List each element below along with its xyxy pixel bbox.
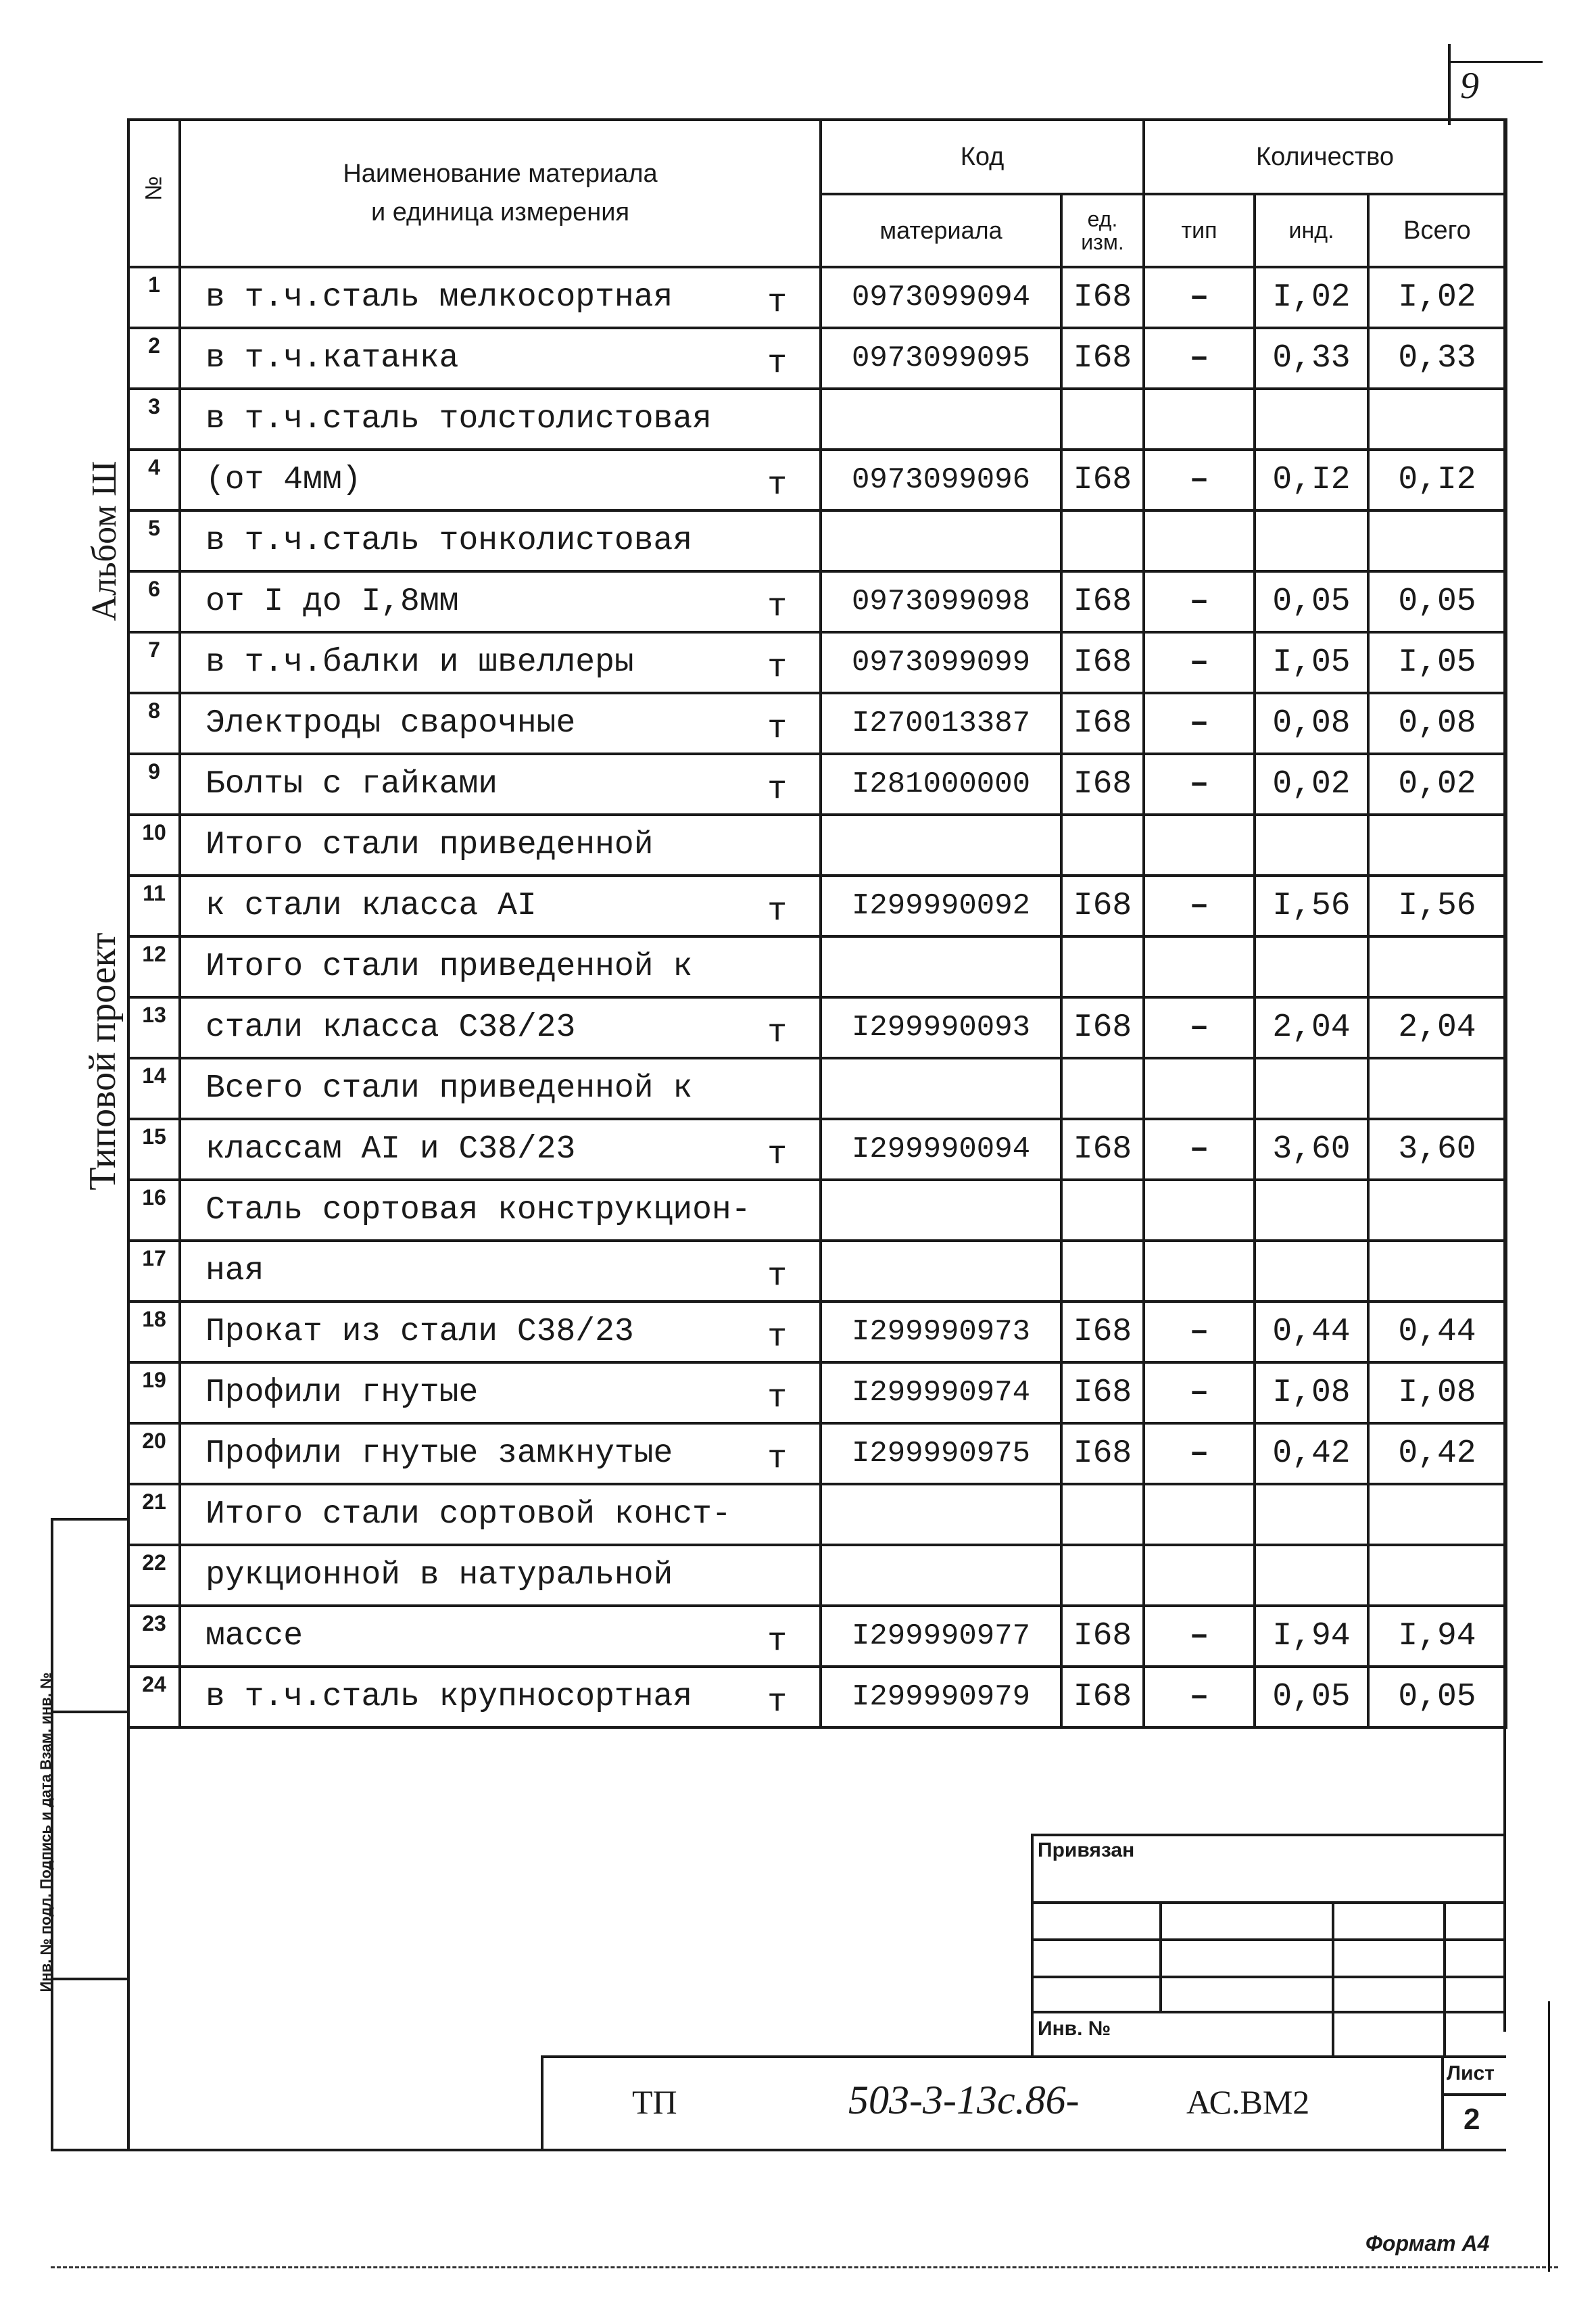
quantity-total: 0,05 bbox=[1368, 571, 1506, 632]
quantity-ind: 2,04 bbox=[1255, 997, 1368, 1058]
material-code bbox=[821, 389, 1061, 450]
material-name bbox=[180, 936, 821, 997]
stamp-row2 bbox=[1031, 1938, 1504, 1941]
table-row bbox=[128, 1423, 1506, 1484]
table-row bbox=[128, 997, 1506, 1058]
unit-code: I68 bbox=[1061, 571, 1144, 632]
row-number: 5 bbox=[128, 510, 180, 571]
table-row bbox=[128, 1180, 1506, 1241]
header-material: материала bbox=[821, 194, 1061, 267]
row-number: 1 bbox=[128, 267, 180, 328]
material-name bbox=[180, 1484, 821, 1545]
stamp-top bbox=[1031, 1834, 1504, 1836]
table-row bbox=[128, 1545, 1506, 1606]
row-number: 23 bbox=[128, 1606, 180, 1667]
table-row bbox=[128, 1241, 1506, 1302]
header-num: № bbox=[128, 120, 180, 267]
stamp-row1 bbox=[1031, 1901, 1504, 1904]
quantity-total bbox=[1368, 510, 1506, 571]
quantity-ind bbox=[1255, 815, 1368, 876]
table-row bbox=[128, 936, 1506, 997]
material-code bbox=[821, 1241, 1061, 1302]
material-name-text: в т.ч.сталь тонколистовая bbox=[205, 523, 693, 559]
quantity-total: I,56 bbox=[1368, 876, 1506, 936]
row-number: 15 bbox=[128, 1119, 180, 1180]
inv-no-label: Инв. № bbox=[1038, 2018, 1111, 2040]
material-code: 0973099095 bbox=[821, 328, 1061, 389]
material-name bbox=[180, 815, 821, 876]
trim-line-right bbox=[1548, 2001, 1550, 2272]
title-block-sheet-divider bbox=[1441, 2055, 1444, 2150]
material-name bbox=[180, 997, 821, 1058]
quantity-type: – bbox=[1144, 632, 1255, 693]
trim-line bbox=[51, 2266, 1558, 2268]
row-number: 7 bbox=[128, 632, 180, 693]
material-name-text: массе bbox=[205, 1618, 304, 1654]
material-name bbox=[180, 328, 821, 389]
material-name bbox=[180, 1667, 821, 1727]
material-code bbox=[821, 510, 1061, 571]
table-body bbox=[128, 267, 1506, 1727]
table-row bbox=[128, 1362, 1506, 1423]
row-number: 3 bbox=[128, 389, 180, 450]
frame-bottom bbox=[127, 2149, 1506, 2151]
quantity-type: – bbox=[1144, 1667, 1255, 1727]
page-number-box-top bbox=[1448, 61, 1543, 63]
material-name-text: стали класса С38/23 bbox=[205, 1009, 576, 1046]
table-row bbox=[128, 1606, 1506, 1667]
row-number: 17 bbox=[128, 1241, 180, 1302]
material-name-text: Болты с гайками bbox=[205, 766, 498, 803]
unit-code: I68 bbox=[1061, 1302, 1144, 1362]
table-row bbox=[128, 876, 1506, 936]
material-name bbox=[180, 1180, 821, 1241]
quantity-type bbox=[1144, 510, 1255, 571]
material-unit: т bbox=[767, 467, 787, 504]
table-row bbox=[128, 693, 1506, 754]
material-code bbox=[821, 1545, 1061, 1606]
material-code: 0973099094 bbox=[821, 267, 1061, 328]
material-name bbox=[180, 450, 821, 510]
material-name-text: в т.ч.сталь мелкосортная bbox=[205, 279, 673, 316]
unit-code bbox=[1061, 1241, 1144, 1302]
quantity-total: 3,60 bbox=[1368, 1119, 1506, 1180]
header-code: Код bbox=[821, 120, 1144, 194]
material-name bbox=[180, 1058, 821, 1119]
material-name bbox=[180, 1545, 821, 1606]
material-name-text: в т.ч.сталь толстолистовая bbox=[205, 401, 712, 437]
quantity-total: 0,I2 bbox=[1368, 450, 1506, 510]
quantity-total: I,94 bbox=[1368, 1606, 1506, 1667]
material-name bbox=[180, 267, 821, 328]
row-number: 11 bbox=[128, 876, 180, 936]
material-code: 0973099098 bbox=[821, 571, 1061, 632]
quantity-ind bbox=[1255, 510, 1368, 571]
material-unit: т bbox=[767, 345, 787, 382]
material-unit: т bbox=[767, 771, 787, 808]
sheet-value: 2 bbox=[1464, 2103, 1480, 2136]
header-unit bbox=[1061, 194, 1144, 267]
quantity-type: – bbox=[1144, 1302, 1255, 1362]
quantity-ind: 0,05 bbox=[1255, 1667, 1368, 1727]
unit-code bbox=[1061, 1058, 1144, 1119]
row-number: 12 bbox=[128, 936, 180, 997]
header-quantity: Количество bbox=[1144, 120, 1506, 194]
quantity-type: – bbox=[1144, 571, 1255, 632]
quantity-ind bbox=[1255, 1484, 1368, 1545]
material-unit: т bbox=[767, 1258, 787, 1295]
quantity-total: I,02 bbox=[1368, 267, 1506, 328]
table-row bbox=[128, 754, 1506, 815]
quantity-ind bbox=[1255, 1545, 1368, 1606]
quantity-type bbox=[1144, 1484, 1255, 1545]
material-name-text: Профили гнутые замкнутые bbox=[205, 1435, 673, 1472]
left-strip-bottom bbox=[51, 2149, 128, 2151]
quantity-type: – bbox=[1144, 693, 1255, 754]
material-code: 0973099096 bbox=[821, 450, 1061, 510]
quantity-type: – bbox=[1144, 876, 1255, 936]
material-name bbox=[180, 389, 821, 450]
row-number: 8 bbox=[128, 693, 180, 754]
doc-prefix: ТП bbox=[632, 2083, 677, 2121]
unit-code bbox=[1061, 936, 1144, 997]
material-name bbox=[180, 1606, 821, 1667]
quantity-ind: 3,60 bbox=[1255, 1119, 1368, 1180]
unit-code: I68 bbox=[1061, 1606, 1144, 1667]
unit-code bbox=[1061, 389, 1144, 450]
stamp-col1 bbox=[1159, 1901, 1162, 2011]
unit-code: I68 bbox=[1061, 632, 1144, 693]
table-row bbox=[128, 632, 1506, 693]
quantity-total bbox=[1368, 1241, 1506, 1302]
material-unit: т bbox=[767, 1380, 787, 1416]
quantity-type: – bbox=[1144, 1362, 1255, 1423]
row-number: 22 bbox=[128, 1545, 180, 1606]
material-name bbox=[180, 632, 821, 693]
unit-code: I68 bbox=[1061, 693, 1144, 754]
table-row bbox=[128, 1058, 1506, 1119]
binding-stamp bbox=[1031, 1834, 1504, 2057]
title-block-top bbox=[541, 2055, 1506, 2058]
material-name-text: Итого стали сортовой конст- bbox=[205, 1496, 731, 1533]
stamp-row3 bbox=[1031, 1976, 1504, 1978]
material-name bbox=[180, 1119, 821, 1180]
quantity-ind: I,56 bbox=[1255, 876, 1368, 936]
doc-code: 503-3-13с.86- bbox=[848, 2078, 1080, 2122]
material-name-text: от I до I,8мм bbox=[205, 583, 459, 620]
quantity-type: – bbox=[1144, 1423, 1255, 1484]
quantity-type: – bbox=[1144, 450, 1255, 510]
material-name bbox=[180, 1423, 821, 1484]
header-unit-line2: изм. bbox=[1081, 230, 1124, 254]
table-row bbox=[128, 1302, 1506, 1362]
quantity-ind: 0,02 bbox=[1255, 754, 1368, 815]
left-strip-label: Инв. № подл. Подпись и дата Взам. инв. № bbox=[37, 1672, 54, 1992]
quantity-ind bbox=[1255, 1058, 1368, 1119]
table-row bbox=[128, 267, 1506, 328]
header-type: тип bbox=[1144, 194, 1255, 267]
quantity-type: – bbox=[1144, 754, 1255, 815]
material-name-text: классам AI и С38/23 bbox=[205, 1131, 576, 1168]
material-name bbox=[180, 571, 821, 632]
material-name-text: Сталь сортовая конструкцион- bbox=[205, 1192, 751, 1228]
quantity-total: 0,44 bbox=[1368, 1302, 1506, 1362]
quantity-type: – bbox=[1144, 267, 1255, 328]
unit-code: I68 bbox=[1061, 754, 1144, 815]
quantity-ind: 0,08 bbox=[1255, 693, 1368, 754]
material-unit: т bbox=[767, 285, 787, 321]
specification-table bbox=[127, 118, 1507, 1729]
quantity-type: – bbox=[1144, 328, 1255, 389]
quantity-total bbox=[1368, 1484, 1506, 1545]
unit-code: I68 bbox=[1061, 1423, 1144, 1484]
table-row bbox=[128, 389, 1506, 450]
material-unit: т bbox=[767, 1623, 787, 1660]
quantity-total: I,08 bbox=[1368, 1362, 1506, 1423]
table-row bbox=[128, 510, 1506, 571]
material-name bbox=[180, 1362, 821, 1423]
material-code bbox=[821, 936, 1061, 997]
material-unit: т bbox=[767, 1684, 787, 1721]
quantity-type bbox=[1144, 1180, 1255, 1241]
material-name bbox=[180, 510, 821, 571]
quantity-ind: I,05 bbox=[1255, 632, 1368, 693]
unit-code bbox=[1061, 815, 1144, 876]
material-code: I299990974 bbox=[821, 1362, 1061, 1423]
material-unit: т bbox=[767, 1319, 787, 1356]
stamp-col3 bbox=[1443, 1901, 1446, 2057]
quantity-type bbox=[1144, 389, 1255, 450]
stamp-col2 bbox=[1332, 1901, 1334, 2057]
material-name bbox=[180, 754, 821, 815]
table-row bbox=[128, 1119, 1506, 1180]
table-row bbox=[128, 1667, 1506, 1727]
material-code bbox=[821, 815, 1061, 876]
header-name bbox=[180, 120, 821, 267]
quantity-ind: 0,05 bbox=[1255, 571, 1368, 632]
quantity-ind: 0,33 bbox=[1255, 328, 1368, 389]
unit-code: I68 bbox=[1061, 267, 1144, 328]
quantity-total: 0,33 bbox=[1368, 328, 1506, 389]
material-code: I281000000 bbox=[821, 754, 1061, 815]
quantity-type bbox=[1144, 1058, 1255, 1119]
quantity-total: 0,42 bbox=[1368, 1423, 1506, 1484]
project-label: Типовой проект bbox=[82, 932, 124, 1191]
quantity-ind: I,02 bbox=[1255, 267, 1368, 328]
table-row bbox=[128, 328, 1506, 389]
material-name-text: Итого стали приведенной к bbox=[205, 949, 693, 985]
title-block-left bbox=[541, 2055, 543, 2150]
unit-code: I68 bbox=[1061, 450, 1144, 510]
material-code: I299990979 bbox=[821, 1667, 1061, 1727]
material-name-text: (от 4мм) bbox=[205, 462, 362, 498]
row-number: 16 bbox=[128, 1180, 180, 1241]
material-name-text: ная bbox=[205, 1253, 264, 1289]
row-number: 14 bbox=[128, 1058, 180, 1119]
row-number: 10 bbox=[128, 815, 180, 876]
quantity-total: I,05 bbox=[1368, 632, 1506, 693]
stamp-left bbox=[1031, 1834, 1034, 2057]
quantity-ind: I,08 bbox=[1255, 1362, 1368, 1423]
material-name bbox=[180, 1302, 821, 1362]
quantity-ind bbox=[1255, 936, 1368, 997]
quantity-ind: 0,I2 bbox=[1255, 450, 1368, 510]
header-name-line1: Наименование материала bbox=[343, 160, 658, 188]
sheet-label: Лист bbox=[1447, 2062, 1495, 2084]
quantity-total bbox=[1368, 1545, 1506, 1606]
quantity-ind: 0,44 bbox=[1255, 1302, 1368, 1362]
quantity-total bbox=[1368, 1058, 1506, 1119]
material-code: I299990094 bbox=[821, 1119, 1061, 1180]
table-row bbox=[128, 450, 1506, 510]
unit-code: I68 bbox=[1061, 328, 1144, 389]
material-name-text: рукционной в натуральной bbox=[205, 1557, 673, 1594]
quantity-type: – bbox=[1144, 1119, 1255, 1180]
material-unit: т bbox=[767, 1015, 787, 1051]
material-unit: т bbox=[767, 650, 787, 686]
unit-code bbox=[1061, 510, 1144, 571]
material-unit: т bbox=[767, 1441, 787, 1477]
material-code: I299990092 bbox=[821, 876, 1061, 936]
quantity-type: – bbox=[1144, 1606, 1255, 1667]
quantity-total: 0,05 bbox=[1368, 1667, 1506, 1727]
quantity-ind: I,94 bbox=[1255, 1606, 1368, 1667]
unit-code: I68 bbox=[1061, 1119, 1144, 1180]
material-code: I299990093 bbox=[821, 997, 1061, 1058]
material-name-text: Прокат из стали С38/23 bbox=[205, 1314, 634, 1350]
unit-code bbox=[1061, 1545, 1144, 1606]
material-code bbox=[821, 1058, 1061, 1119]
quantity-ind: 0,42 bbox=[1255, 1423, 1368, 1484]
unit-code bbox=[1061, 1180, 1144, 1241]
material-unit: т bbox=[767, 893, 787, 930]
quantity-total bbox=[1368, 389, 1506, 450]
row-number: 18 bbox=[128, 1302, 180, 1362]
row-number: 13 bbox=[128, 997, 180, 1058]
quantity-ind bbox=[1255, 1180, 1368, 1241]
material-code: I270013387 bbox=[821, 693, 1061, 754]
material-code: I299990975 bbox=[821, 1423, 1061, 1484]
row-number: 20 bbox=[128, 1423, 180, 1484]
table-row bbox=[128, 815, 1506, 876]
material-unit: т bbox=[767, 1137, 787, 1173]
header-unit-line1: ед. bbox=[1087, 207, 1118, 231]
unit-code: I68 bbox=[1061, 1362, 1144, 1423]
header-total: Всего bbox=[1368, 194, 1506, 267]
page-number: 9 bbox=[1460, 65, 1479, 107]
page-number-box-left bbox=[1448, 44, 1451, 125]
unit-code bbox=[1061, 1484, 1144, 1545]
row-number: 24 bbox=[128, 1667, 180, 1727]
material-code bbox=[821, 1180, 1061, 1241]
row-number: 21 bbox=[128, 1484, 180, 1545]
title-block-sheet-row bbox=[1441, 2093, 1506, 2096]
row-number: 4 bbox=[128, 450, 180, 510]
material-name-text: Итого стали приведенной bbox=[205, 827, 654, 863]
unit-code: I68 bbox=[1061, 1667, 1144, 1727]
material-code: I299990977 bbox=[821, 1606, 1061, 1667]
quantity-ind bbox=[1255, 1241, 1368, 1302]
material-unit: т bbox=[767, 711, 787, 747]
table-row bbox=[128, 1484, 1506, 1545]
header-ind: инд. bbox=[1255, 194, 1368, 267]
quantity-total bbox=[1368, 815, 1506, 876]
quantity-total: 0,02 bbox=[1368, 754, 1506, 815]
material-name-text: к стали класса AI bbox=[205, 888, 537, 924]
table-row bbox=[128, 571, 1506, 632]
privyazan-label: Привязан bbox=[1038, 1839, 1135, 1861]
left-strip-top bbox=[51, 1518, 128, 1521]
material-name-text: Профили гнутые bbox=[205, 1375, 479, 1411]
row-number: 2 bbox=[128, 328, 180, 389]
material-name bbox=[180, 693, 821, 754]
material-code: 0973099099 bbox=[821, 632, 1061, 693]
quantity-type bbox=[1144, 936, 1255, 997]
quantity-ind bbox=[1255, 389, 1368, 450]
material-name-text: в т.ч.сталь крупносортная bbox=[205, 1679, 693, 1715]
material-name-text: Всего стали приведенной к bbox=[205, 1070, 693, 1107]
unit-code: I68 bbox=[1061, 876, 1144, 936]
row-number: 9 bbox=[128, 754, 180, 815]
quantity-type: – bbox=[1144, 997, 1255, 1058]
album-label: Альбом Ш bbox=[85, 460, 124, 621]
quantity-type bbox=[1144, 1241, 1255, 1302]
row-number: 6 bbox=[128, 571, 180, 632]
material-name-text: в т.ч.балки и швеллеры bbox=[205, 644, 634, 681]
quantity-total bbox=[1368, 1180, 1506, 1241]
material-name-text: Электроды сварочные bbox=[205, 705, 576, 742]
row-number: 19 bbox=[128, 1362, 180, 1423]
quantity-total bbox=[1368, 936, 1506, 997]
material-code: I299990973 bbox=[821, 1302, 1061, 1362]
material-name bbox=[180, 1241, 821, 1302]
material-name bbox=[180, 876, 821, 936]
material-code bbox=[821, 1484, 1061, 1545]
format-label: Формат А4 bbox=[1365, 2231, 1490, 2256]
unit-code: I68 bbox=[1061, 997, 1144, 1058]
quantity-type bbox=[1144, 815, 1255, 876]
quantity-total: 2,04 bbox=[1368, 997, 1506, 1058]
material-unit: т bbox=[767, 589, 787, 625]
material-name-text: в т.ч.катанка bbox=[205, 340, 459, 377]
stamp-row4 bbox=[1031, 2011, 1504, 2013]
doc-suffix: АС.ВМ2 bbox=[1186, 2083, 1310, 2121]
quantity-total: 0,08 bbox=[1368, 693, 1506, 754]
header-name-line2: и единица измерения bbox=[370, 198, 630, 226]
quantity-type bbox=[1144, 1545, 1255, 1606]
